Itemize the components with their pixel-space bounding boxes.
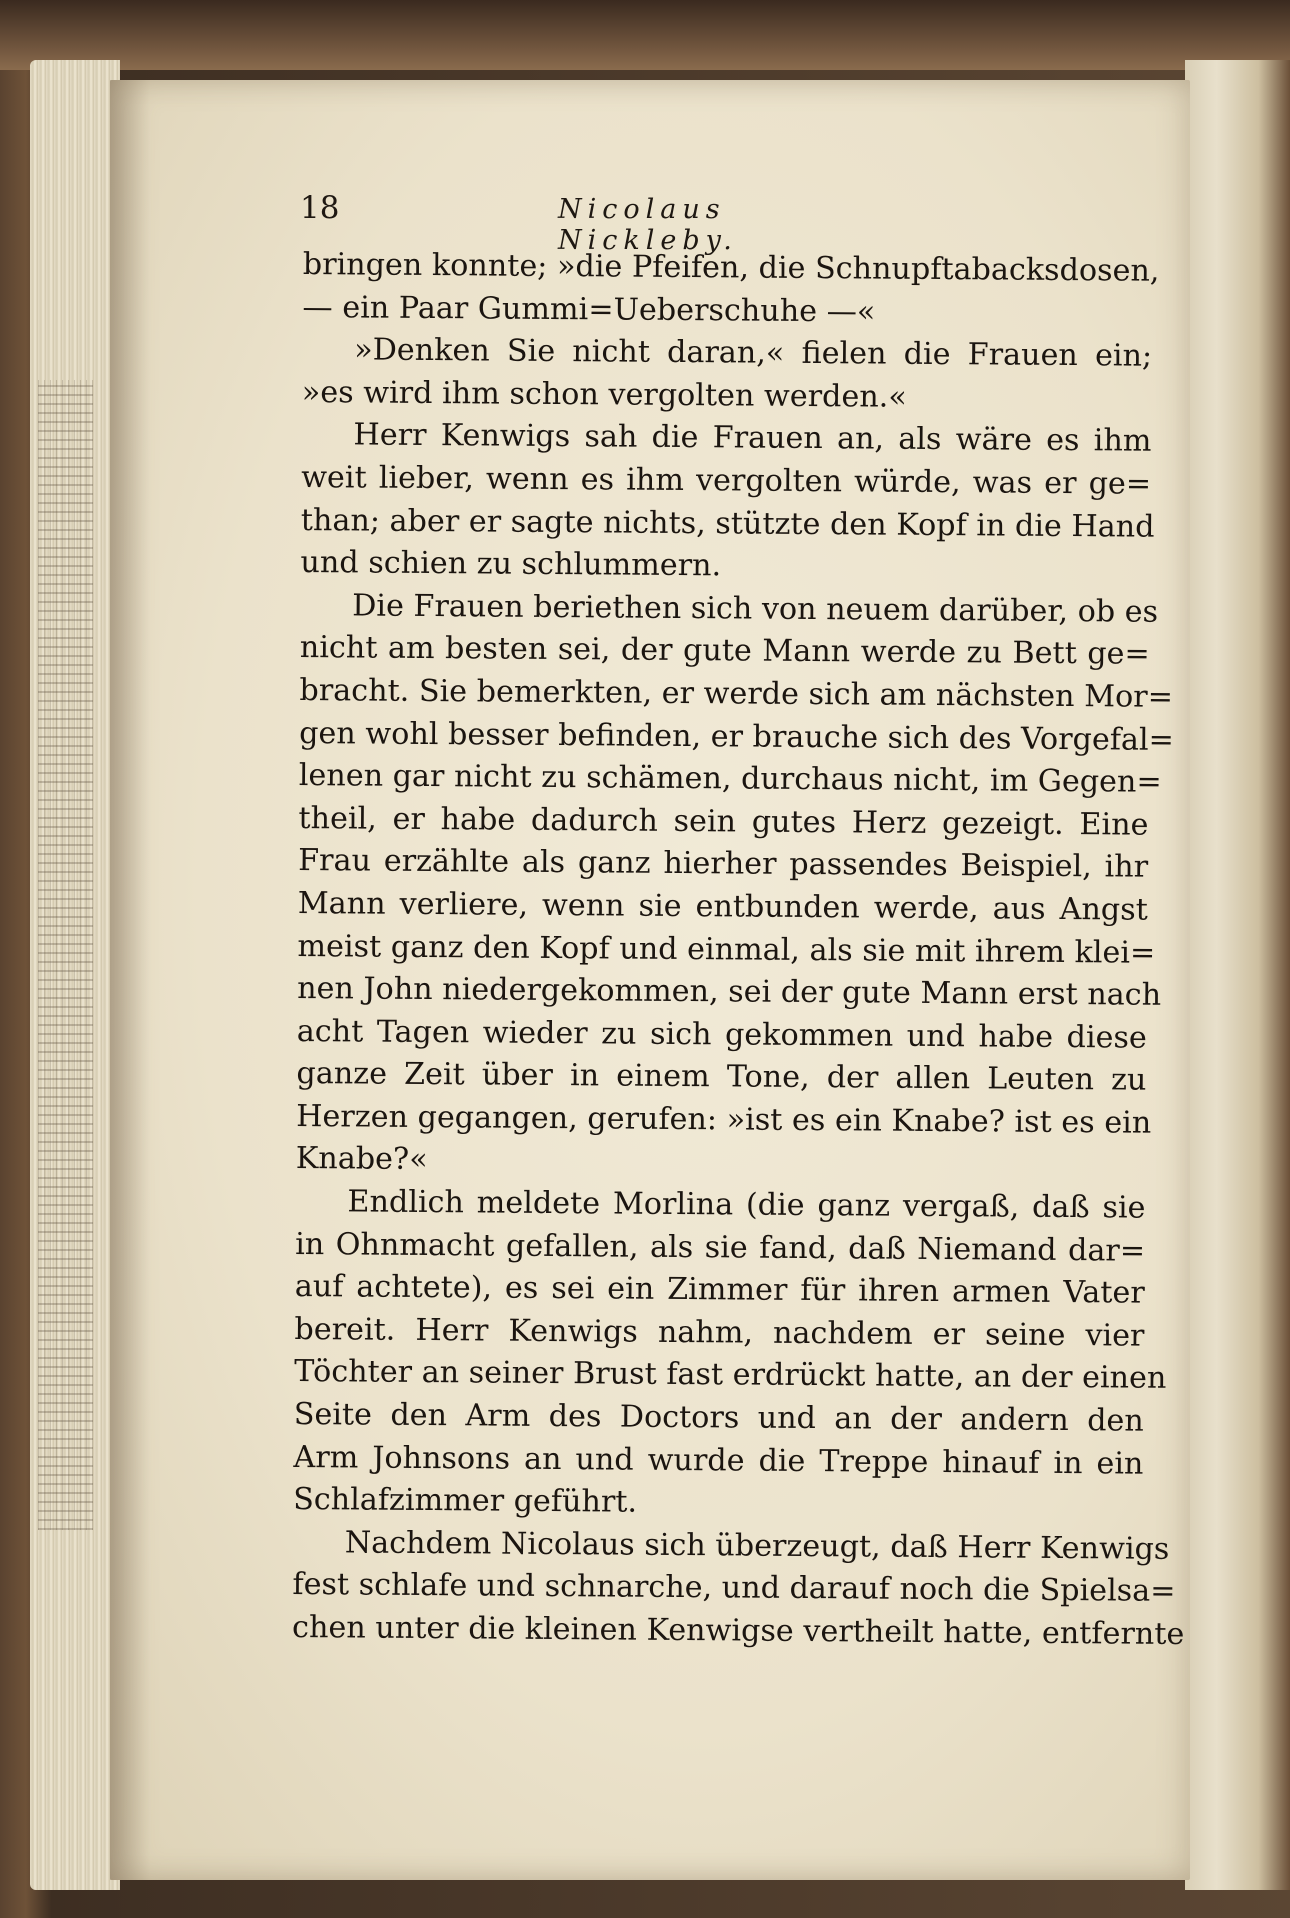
text-line: Mann verliere, wenn sie entbunden werde, aus Angst xyxy=(297,885,1148,928)
running-title: Nicolaus Nickleby. xyxy=(558,194,738,256)
text-line: Nachdem Nicolaus sich überzeugt, daß Herr Kenwigs xyxy=(344,1525,1170,1567)
book-cover-top-edge xyxy=(0,0,1290,70)
text-line: Endlich meldete Morlina (die ganz vergaß, daß sie xyxy=(347,1184,1146,1226)
text-line: chen unter die kleinen Kenwigse vertheilt hatte, entfernte xyxy=(291,1609,1185,1652)
text-line: Frau erzählte als ganz hierher passendes Beispiel, ihr xyxy=(298,843,1149,885)
text-line: »Denken Sie nicht daran,« fielen die Frauen ein; xyxy=(354,332,1153,374)
text-line: Herzen gegangen, gerufen: »ist es ein Knabe? ist es ein xyxy=(296,1098,1152,1141)
page-header xyxy=(300,190,900,256)
text-line: bringen konnte; »die Pfeifen, die Schnupftabacksdosen, xyxy=(302,246,1160,289)
text-line: lenen gar nicht zu schämen, durchaus nicht, im Gegen= xyxy=(298,758,1162,800)
text-line: Schlafzimmer geführt. xyxy=(293,1482,638,1520)
text-line: weit lieber, wenn es ihm vergolten würde, was er ge= xyxy=(301,459,1152,502)
text-line: Herr Kenwigs sah die Frauen an, als wäre es ihm xyxy=(353,417,1152,460)
text-line: fest schlafe und schnarche, und darauf noch die Spielsa= xyxy=(292,1567,1176,1610)
text-line: bereit. Herr Kenwigs nahm, nachdem er seine vier xyxy=(294,1311,1145,1354)
text-line: in Ohnmacht gefallen, als sie fand, daß Niemand dar= xyxy=(295,1226,1146,1269)
page-edges-left xyxy=(30,60,120,1890)
text-line: nen John niedergekommen, sei der gute Mann erst nach xyxy=(297,971,1162,1013)
text-line: »es wird ihm schon vergolten werden.« xyxy=(301,374,907,415)
page-edge-speckles xyxy=(38,380,93,1530)
text-line: — ein Paar Gummi=Ueberschuhe —« xyxy=(302,289,876,330)
text-line: acht Tagen wieder zu sich gekommen und habe diese xyxy=(296,1013,1147,1056)
text-line: gen wohl besser befinden, er brauche sich des Vorgefal= xyxy=(299,715,1175,758)
text-line: Töchter an seiner Brust fast erdrückt hatte, an der einen xyxy=(294,1354,1167,1397)
body-text xyxy=(291,244,1185,1656)
text-line: Knabe?« xyxy=(295,1141,428,1178)
text-line: und schien zu schlummern. xyxy=(300,545,722,584)
text-line: Arm Johnsons an und wurde die Treppe hinauf in ein xyxy=(293,1439,1144,1482)
text-line: than; aber er sagte nichts, stützte den Kopf in die Hand xyxy=(300,502,1155,545)
text-line: nicht am besten sei, der gute Mann werde zu Bett ge= xyxy=(299,630,1150,673)
page-number: 18 xyxy=(300,190,340,226)
text-line: Seite den Arm des Doctors und an der andern den xyxy=(293,1396,1144,1439)
text-line: Die Frauen beriethen sich von neuem darüber, ob es xyxy=(352,588,1159,630)
text-line: meist ganz den Kopf und einmal, als sie mit ihrem klei= xyxy=(297,928,1156,971)
text-line: bracht. Sie bemerkten, er werde sich am nächsten Mor= xyxy=(299,672,1174,715)
text-line: auf achtete), es sei ein Zimmer für ihren armen Vater xyxy=(294,1269,1145,1311)
text-line: theil, er habe dadurch sein gutes Herz gezeigt. Eine xyxy=(298,800,1149,843)
text-line: ganze Zeit über in einem Tone, der allen Leuten zu xyxy=(296,1056,1147,1098)
next-leaf-edge xyxy=(1185,60,1290,1890)
